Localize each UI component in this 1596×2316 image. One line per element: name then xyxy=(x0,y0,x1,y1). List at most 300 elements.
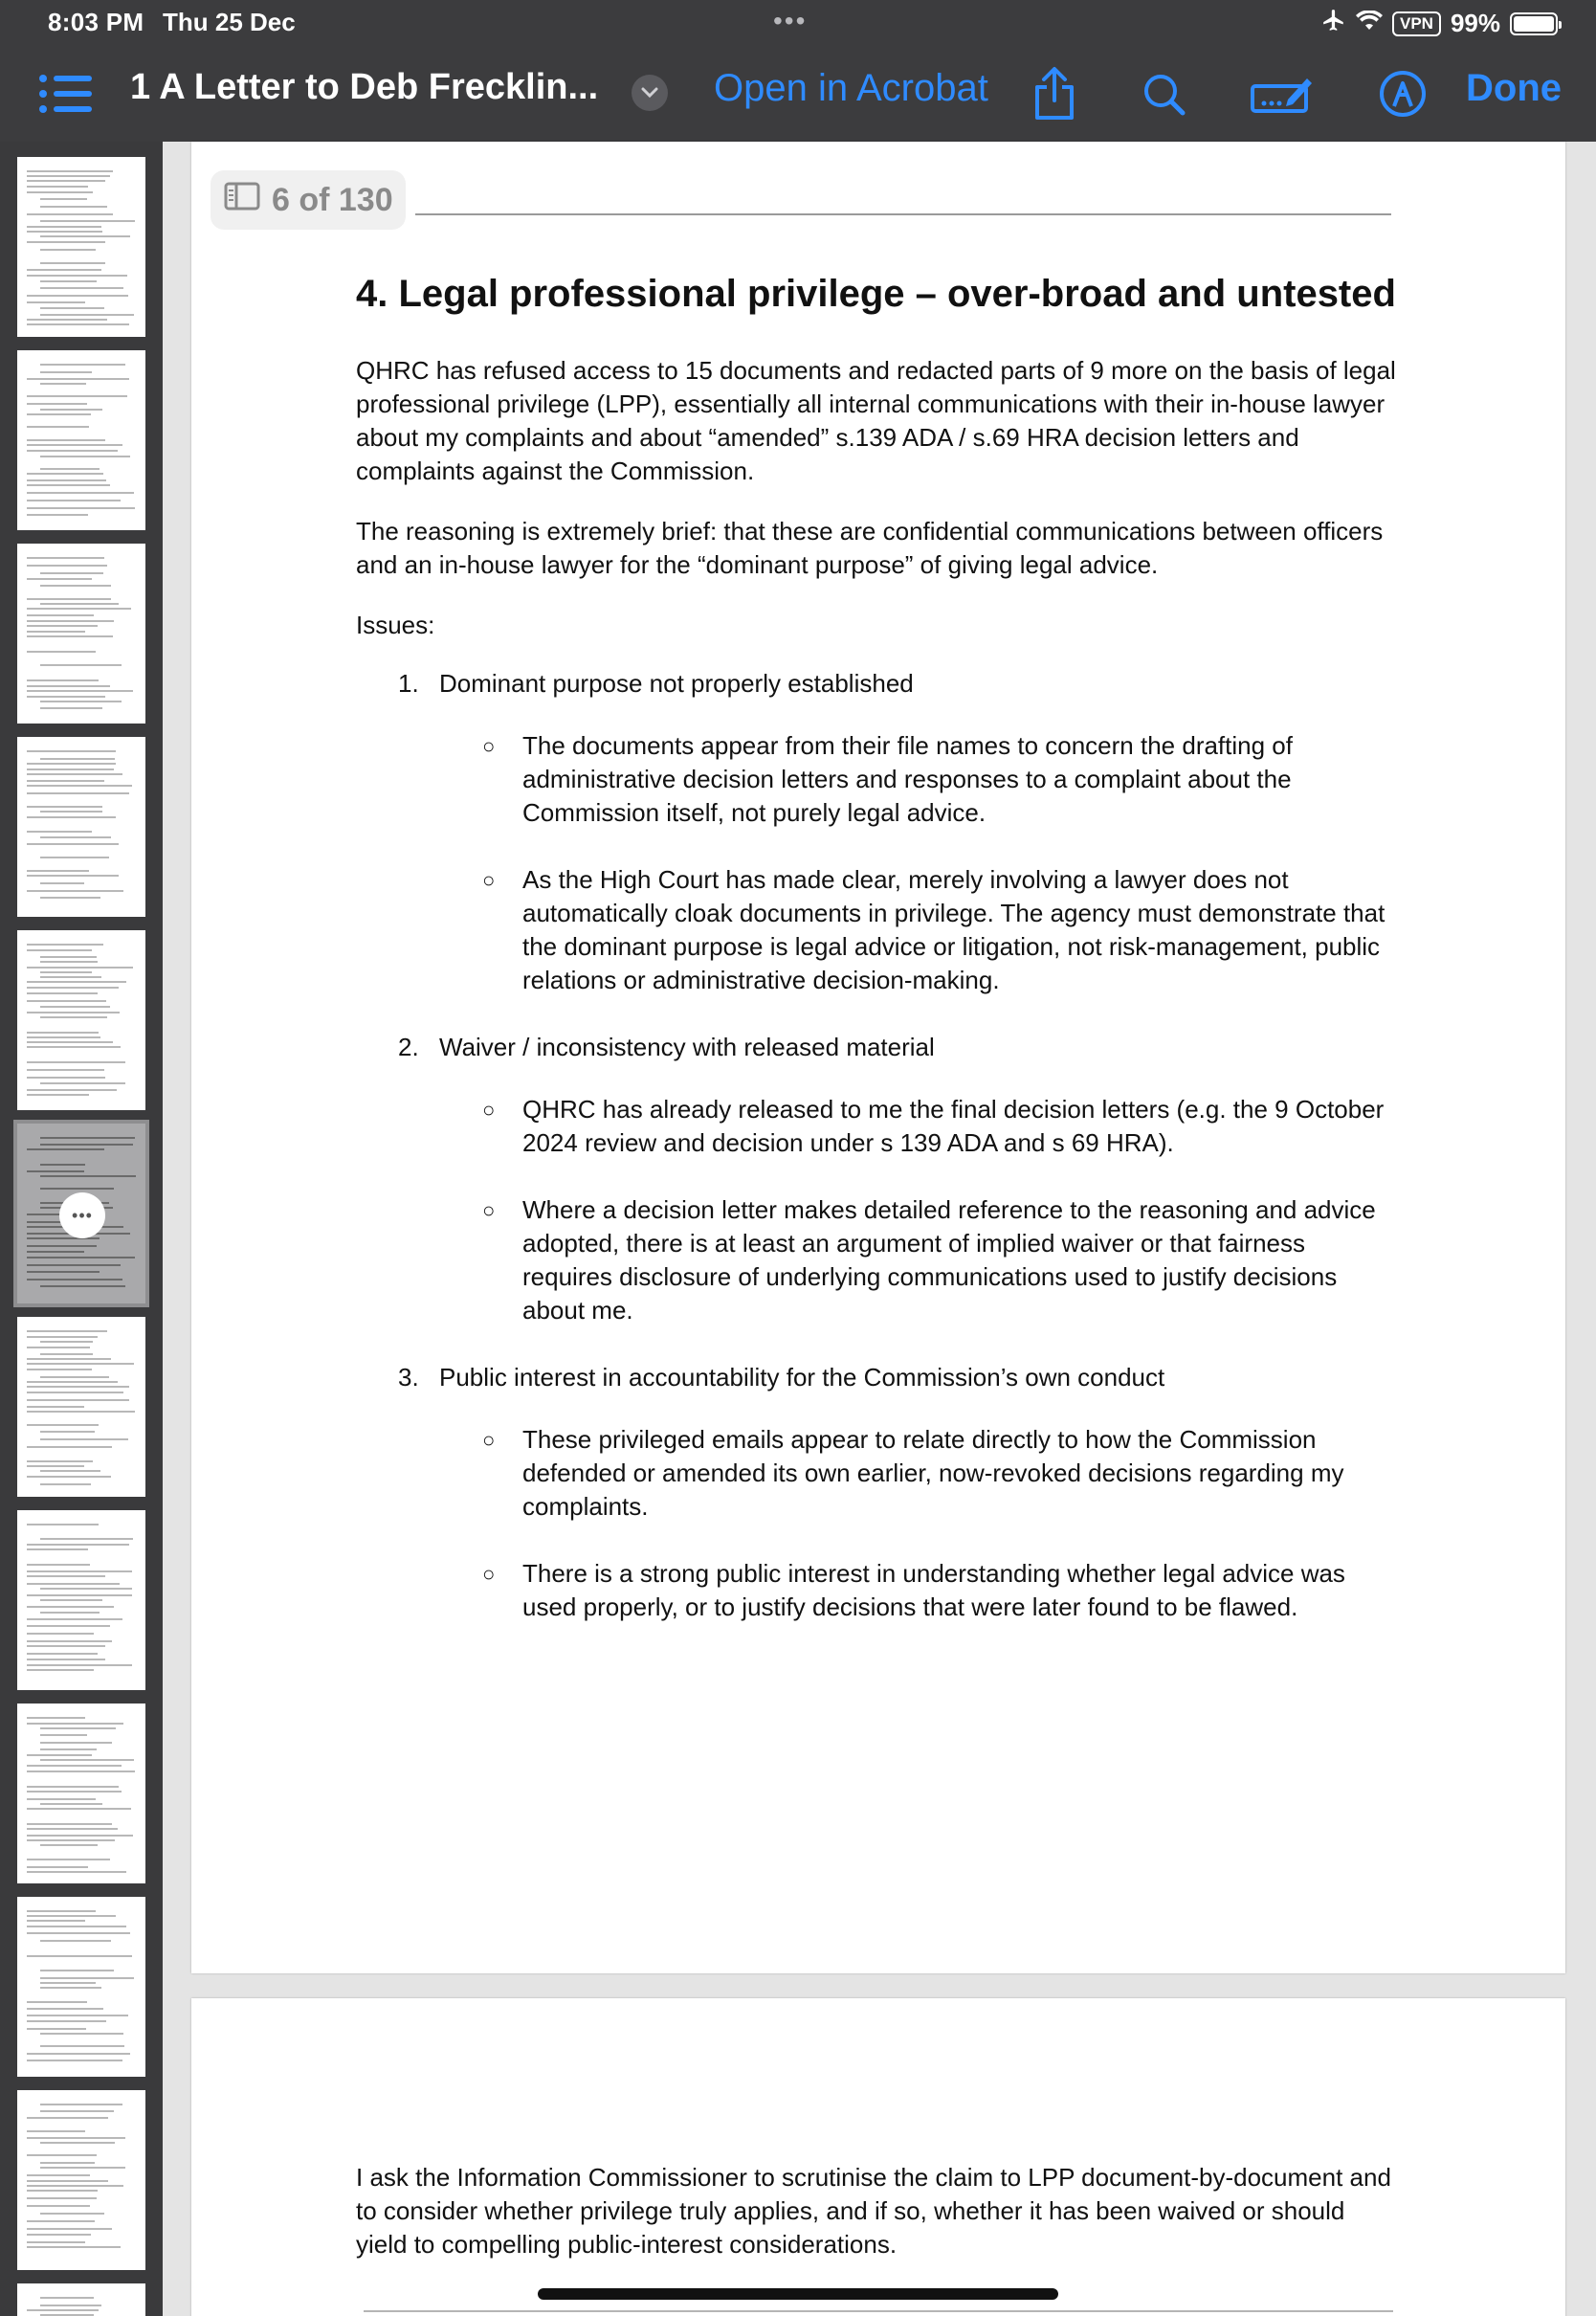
thumbnail-text-line xyxy=(27,1583,120,1585)
header-rule xyxy=(415,213,1391,215)
thumbnail-text-line xyxy=(27,578,92,580)
thumbnail-text-line xyxy=(27,275,127,277)
thumbnail-text-line xyxy=(27,1770,135,1772)
thumbnail-text-line xyxy=(27,2028,86,2030)
thumbnail-text-line xyxy=(27,1406,84,1408)
thumbnail-text-line xyxy=(27,1046,121,1048)
thumbnail-text-line xyxy=(40,1599,102,1601)
thumbnail-text-line xyxy=(40,262,105,264)
thumbnail-text-line xyxy=(27,1664,132,1666)
thumbnail-text-line xyxy=(40,1982,96,1984)
thumbnail-text-line xyxy=(40,664,122,666)
thumbnail-text-line xyxy=(27,557,104,559)
page-thumbnail[interactable] xyxy=(17,1124,145,1303)
thumbnail-text-line xyxy=(40,1987,101,1989)
thumbnail-text-line xyxy=(27,773,122,775)
thumbnail-text-line xyxy=(40,971,92,973)
annotate-tools-icon[interactable] xyxy=(1250,71,1313,119)
thumbnail-text-line xyxy=(40,2033,123,2035)
thumbnail-text-line xyxy=(40,2213,104,2215)
thumbnail-text-line xyxy=(27,1839,115,1841)
thumbnail-text-line xyxy=(40,1803,102,1805)
toolbar xyxy=(0,46,1596,142)
thumbnail-text-line xyxy=(27,479,106,481)
thumbnail-text-line xyxy=(40,572,103,574)
status-date: Thu 25 Dec xyxy=(163,8,296,36)
page-thumbnail[interactable] xyxy=(17,1317,145,1497)
thumbnail-text-line xyxy=(40,1970,114,1971)
thumbnail-text-line xyxy=(40,1844,98,1846)
thumbnail-text-line xyxy=(27,1251,84,1253)
thumbnail-text-line xyxy=(27,949,92,951)
thumbnail-text-line xyxy=(40,811,102,813)
open-in-acrobat-button[interactable]: Open in Acrobat xyxy=(714,67,988,109)
thumbnail-text-line xyxy=(27,625,98,627)
thumbnail-text-line xyxy=(40,1977,134,1979)
bullet-text: There is a strong public interest in understanding whether legal advice was used properly, or to justify decisions that were later found to be flawed. xyxy=(522,1559,1345,1621)
thumbnail-text-line xyxy=(27,1392,123,1393)
thumbnail-text-line xyxy=(27,507,135,509)
thumbnail-text-line xyxy=(27,614,94,616)
thumbnail-text-line xyxy=(27,1460,93,1462)
page-indicator-icon xyxy=(224,182,260,219)
section-heading: 4. Legal professional privilege – over-broad and untested xyxy=(356,273,1396,315)
page-thumbnail[interactable] xyxy=(17,1704,145,1883)
thumbnail-text-line xyxy=(27,1032,99,1034)
bullet-text: These privileged emails appear to relate directly to how the Commission defended or amended its own earlier, now-revoked decisions regarding my complaints. xyxy=(522,1425,1344,1521)
thumbnail-text-line xyxy=(27,2053,130,2055)
thumbnail-text-line xyxy=(40,1082,125,1084)
page-thumbnail[interactable] xyxy=(17,737,145,917)
thumbnail-text-line xyxy=(27,1594,132,1596)
thumbnail-text-line xyxy=(27,780,104,782)
thumbnail-text-line xyxy=(27,875,119,877)
thumbnail-text-line xyxy=(27,1363,134,1365)
thumbnail-text-line xyxy=(27,231,102,233)
thumbnail-text-line xyxy=(40,585,111,587)
thumbnail-text-line xyxy=(40,307,104,309)
thumbnail-text-line xyxy=(27,439,105,441)
thumbnail-text-line xyxy=(27,1041,113,1043)
thumbnail-text-line xyxy=(27,1765,122,1767)
thumbnail-text-line xyxy=(27,1926,126,1927)
thumbnail-text-line xyxy=(27,768,114,770)
thumbnail-text-line xyxy=(27,987,119,989)
thumbnail-text-line xyxy=(27,1564,90,1566)
thumbnail-text-line xyxy=(40,383,86,385)
thumbnail-text-line xyxy=(27,1524,99,1525)
thumbnail-text-line xyxy=(40,1612,100,1614)
thumbnail-more-icon[interactable]: ••• xyxy=(59,1192,105,1238)
thumbnail-text-line xyxy=(40,1175,136,1177)
thumbnail-text-line xyxy=(40,2142,115,2144)
thumbnail-text-line xyxy=(27,565,107,567)
thumbnail-text-line xyxy=(27,484,110,486)
thumbnail-text-line xyxy=(40,206,107,208)
page-thumbnail-sidebar[interactable] xyxy=(0,142,163,2316)
page-thumbnail[interactable] xyxy=(17,157,145,337)
thumbnail-text-line xyxy=(27,1717,85,1719)
thumbnail-text-line xyxy=(27,750,116,752)
thumbnail-text-line xyxy=(27,792,129,794)
thumbnail-text-line xyxy=(40,1144,133,1146)
thumbnail-text-line xyxy=(27,2241,85,2243)
bullet-circle-icon: ○ xyxy=(482,1198,496,1222)
thumbnail-text-line xyxy=(40,1734,87,1736)
thumbnail-text-line xyxy=(40,198,87,200)
thumbnail-text-line xyxy=(27,1089,117,1091)
thumbnail-text-line xyxy=(27,1544,129,1546)
thumbnail-text-line xyxy=(27,1653,98,1655)
bullet-item xyxy=(439,729,1399,830)
chevron-down-icon[interactable] xyxy=(632,75,668,111)
thumbnail-text-line xyxy=(27,1618,122,1620)
status-bar xyxy=(0,0,1596,46)
thumbnail-text-line xyxy=(27,1823,112,1825)
thumbnail-text-line xyxy=(27,967,133,969)
thumbnail-text-line xyxy=(27,1369,92,1370)
page-indicator-label: 6 of 130 xyxy=(272,181,393,218)
bullet-text: As the High Court has made clear, merely involving a lawyer does not automatically cloak documents in privilege. The agency must demonstrate that the dominant purpose is legal advice or litigation, not risk-management, public relations or administrative decision-making. xyxy=(522,865,1385,994)
thumbnail-text-line xyxy=(40,1438,128,1440)
thumbnail-text-line xyxy=(27,301,85,303)
bullet-circle-icon: ○ xyxy=(482,868,496,892)
thumbnail-text-line xyxy=(27,1061,125,1063)
bullet-text: Where a decision letter makes detailed reference to the reasoning and advice adopted, there is at least an argument of implied waiver or that fairness requires disclosure of underlying communications used to justify decisions about me. xyxy=(522,1195,1376,1325)
thumbnail-text-line xyxy=(27,2174,90,2176)
thumbnail-text-line xyxy=(27,1012,120,1013)
thumbnail-text-line xyxy=(27,426,89,428)
thumbnail-text-line xyxy=(40,758,115,760)
thumbnail-text-line xyxy=(27,1381,118,1383)
thumbnail-text-line xyxy=(27,2309,99,2311)
thumbnail-text-line xyxy=(27,1399,129,1401)
thumbnail-text-line xyxy=(40,1538,133,1540)
thumbnail-text-line xyxy=(27,2197,97,2199)
thumbnail-text-line xyxy=(27,1279,122,1280)
thumbnail-text-line xyxy=(27,890,123,892)
page-thumbnail[interactable] xyxy=(17,1897,145,2077)
thumbnail-text-line xyxy=(27,1465,84,1467)
thumbnail-text-line xyxy=(27,180,105,182)
thumbnail-text-line xyxy=(27,403,87,405)
thumbnail-text-line xyxy=(27,1069,104,1071)
thumbnail-text-line xyxy=(27,785,132,787)
thumbnail-text-line xyxy=(27,690,133,692)
thumbnail-text-line xyxy=(40,1940,111,1942)
bullet-item xyxy=(439,863,1399,997)
thumbnail-text-line xyxy=(40,1727,116,1729)
thumbnail-text-line xyxy=(27,1330,107,1332)
airplane-icon xyxy=(1321,8,1346,39)
paragraph: QHRC has refused access to 15 documents and redacted parts of 9 more on the basis of legal professional privilege (LPP), essentially all internal communications with their in-house lawyer about my complaints and about “amended” s.139 ADA / s.69 HRA decision letters and complaints against the Commission. xyxy=(356,356,1396,485)
thumbnail-text-line xyxy=(27,831,92,833)
thumbnail-text-line xyxy=(40,1483,91,1485)
thumbnail-text-line xyxy=(27,2228,112,2230)
thumbnail-text-line xyxy=(40,409,102,411)
thumbnail-text-line xyxy=(27,1659,105,1660)
thumbnail-text-line xyxy=(27,1791,122,1793)
thumbnail-text-line xyxy=(27,2154,97,2156)
thumbnail-text-line xyxy=(27,1548,88,1550)
thumbnail-text-line xyxy=(27,1932,130,1934)
bullet-item xyxy=(439,1193,1399,1327)
status-time: 8:03 PM xyxy=(48,8,144,36)
thumbnail-text-line xyxy=(27,696,105,698)
thumbnail-text-line xyxy=(27,1570,132,1572)
issue-number: 3. xyxy=(398,1363,419,1392)
thumbnail-text-line xyxy=(27,1336,98,1338)
issue-title: Dominant purpose not properly established xyxy=(439,669,914,698)
thumbnail-text-line xyxy=(40,1285,125,1287)
pdf-page-next xyxy=(191,1998,1565,2316)
thumbnail-text-line xyxy=(27,1915,116,1917)
thumbnail-text-line xyxy=(27,1723,123,1725)
page-thumbnail[interactable] xyxy=(17,930,145,1110)
thumbnail-text-line xyxy=(27,450,118,452)
battery-percent: 99% xyxy=(1450,9,1500,37)
thumbnail-text-line xyxy=(40,2305,101,2306)
thumbnail-text-line xyxy=(40,280,97,282)
thumbnail-text-line xyxy=(27,1910,96,1912)
thumbnail-text-line xyxy=(27,870,89,872)
thumbnail-text-line xyxy=(27,191,93,193)
thumbnail-text-line xyxy=(27,323,129,325)
thumbnail-text-line xyxy=(27,806,102,808)
share-icon[interactable] xyxy=(1031,65,1077,122)
issue-title: Public interest in accountability for the Commission’s own conduct xyxy=(439,1363,1165,1392)
thumbnail-text-line xyxy=(40,897,100,899)
thumbnail-text-line xyxy=(40,956,97,958)
thumbnail-text-line xyxy=(40,371,92,373)
thumbnail-text-line xyxy=(27,1000,106,1002)
thumbnail-text-line xyxy=(27,2137,125,2139)
thumbnail-text-line xyxy=(27,1808,131,1810)
thumbnail-text-line xyxy=(40,287,123,289)
thumbnail-text-line xyxy=(27,319,107,321)
thumbnail-text-line xyxy=(40,468,100,470)
battery-level xyxy=(1514,16,1554,32)
multitasking-dots[interactable]: ••• xyxy=(773,6,808,35)
thumbnail-text-line xyxy=(27,514,88,516)
thumbnail-text-line xyxy=(40,2110,114,2112)
thumbnail-text-line xyxy=(27,992,98,994)
thumbnail-text-line xyxy=(27,1798,96,1800)
paragraph: I ask the Information Commissioner to scrutinise the claim to LPP document-by-document and to consider whether privilege truly applies, and if so, whether it has been waived or should yield to compelling public-interest considerations. xyxy=(356,2163,1391,2259)
thumbnail-text-line xyxy=(27,1575,105,1577)
home-indicator[interactable] xyxy=(538,2288,1058,2300)
thumbnail-text-line xyxy=(27,1386,129,1388)
thumbnail-text-line xyxy=(40,961,98,963)
thumbnail-text-line xyxy=(40,1164,85,1166)
page-thumbnail[interactable] xyxy=(17,2283,145,2316)
thumbnail-text-line xyxy=(27,1669,94,1671)
thumbnail-text-line xyxy=(40,976,101,978)
bullet-circle-icon: ○ xyxy=(482,1562,496,1586)
thumbnail-text-line xyxy=(27,1264,121,1266)
thumbnail-text-line xyxy=(27,2008,103,2010)
thumbnail-text-line xyxy=(27,175,110,177)
document-content xyxy=(356,268,1399,1658)
thumbnail-text-line xyxy=(27,620,114,622)
thumbnail-text-line xyxy=(27,1606,114,1608)
done-button[interactable]: Done xyxy=(1466,67,1562,109)
thumbnail-text-line xyxy=(27,413,91,415)
issue-item xyxy=(356,667,1399,997)
wifi-icon xyxy=(1356,9,1383,38)
thumbnail-text-line xyxy=(27,1625,110,1627)
status-right xyxy=(1321,8,1558,39)
thumbnail-text-line xyxy=(40,1742,112,1744)
thumbnail-text-line xyxy=(40,2045,124,2047)
thumbnail-text-line xyxy=(27,944,103,946)
battery-icon xyxy=(1510,12,1558,35)
thumbnail-text-line xyxy=(27,685,110,687)
thumbnail-text-line xyxy=(40,836,111,838)
bullet-circle-icon: ○ xyxy=(482,1428,496,1452)
thumbnail-text-line xyxy=(40,2167,125,2169)
thumbnail-text-line xyxy=(27,2117,108,2119)
bullet-item xyxy=(439,1557,1399,1624)
thumbnail-text-line xyxy=(27,598,111,600)
thumbnail-text-line xyxy=(27,1920,85,1922)
thumbnail-text-line xyxy=(27,1866,88,1868)
thumbnail-text-line xyxy=(27,500,121,501)
thumbnail-text-line xyxy=(27,2246,121,2248)
thumbnail-text-line xyxy=(27,269,101,271)
thumbnail-text-line xyxy=(27,816,116,818)
thumbnail-text-line xyxy=(27,492,134,494)
thumbnail-text-line xyxy=(27,2190,98,2192)
thumbnail-text-line xyxy=(27,186,88,188)
thumbnail-text-line xyxy=(40,1431,95,1433)
thumbnail-text-line xyxy=(40,1006,110,1008)
thumbnail-text-line xyxy=(27,1170,84,1172)
thumbnail-text-line xyxy=(27,2234,91,2236)
thumbnail-text-line xyxy=(27,631,85,633)
thumbnail-text-line xyxy=(27,2001,87,2003)
bullet-text: QHRC has already released to me the final decision letters (e.g. the 9 October 2024 review and decision under s 139 ADA and s 69 HRA). xyxy=(522,1095,1385,1157)
search-icon[interactable] xyxy=(1141,71,1188,119)
issue-title: Waiver / inconsistency with released material xyxy=(439,1033,935,1061)
bullet-text: The documents appear from their file names to concern the drafting of administrative decision letters and responses to a complaint about the Commission itself, not purely legal advice. xyxy=(522,731,1293,827)
thumbnails-list-icon[interactable] xyxy=(38,71,92,117)
thumbnail-text-line xyxy=(40,364,125,366)
paragraph: The reasoning is extremely brief: that these are confidential communications between officers and an in-house lawyer for the “dominant purpose” of giving legal advice. xyxy=(356,517,1384,579)
thumbnail-text-line xyxy=(27,2130,85,2132)
thumbnail-text-line xyxy=(40,1470,100,1472)
thumbnail-text-line xyxy=(27,444,122,446)
thumbnail-text-line xyxy=(27,1871,126,1873)
thumbnail-text-line xyxy=(27,1148,104,1150)
thumbnail-text-line xyxy=(40,1376,109,1378)
thumbnail-text-line xyxy=(40,1759,134,1761)
thumbnail-text-line xyxy=(27,1036,100,1038)
thumbnail-text-line xyxy=(27,1754,92,1756)
thumbnail-text-line xyxy=(40,1748,97,1750)
thumbnail-text-line xyxy=(27,1633,94,1635)
thumbnail-text-line xyxy=(40,603,119,605)
thumbnail-text-line xyxy=(27,1828,118,1830)
thumbnail-text-line xyxy=(27,2220,95,2222)
thumbnail-text-line xyxy=(40,249,96,251)
page-thumbnail[interactable] xyxy=(17,2090,145,2270)
thumbnail-text-line xyxy=(27,1640,112,1642)
thumbnail-text-line xyxy=(27,1424,99,1426)
issue-item xyxy=(356,1031,1399,1327)
document-title[interactable]: 1 A Letter to Deb Frecklin... xyxy=(130,67,599,107)
footer-rule xyxy=(364,2310,1393,2312)
thumbnail-text-line xyxy=(27,226,101,228)
thumbnail-text-line xyxy=(40,2297,94,2299)
thumbnail-text-line xyxy=(27,843,119,845)
thumbnail-text-line xyxy=(40,882,84,884)
thumbnail-text-line xyxy=(40,1588,132,1590)
issues-label: Issues: xyxy=(356,611,435,639)
thumbnail-text-line xyxy=(27,1257,135,1258)
thumbnail-text-line xyxy=(27,2020,106,2022)
thumbnail-text-line xyxy=(40,857,109,858)
thumbnail-text-line xyxy=(27,1245,97,1247)
thumbnail-text-line xyxy=(27,679,99,681)
thumbnail-text-line xyxy=(27,2205,90,2207)
vpn-badge: VPN xyxy=(1392,11,1441,36)
thumbnail-text-line xyxy=(27,2185,123,2187)
issue-item xyxy=(356,1361,1399,1624)
thumbnail-text-line xyxy=(27,213,113,215)
thumbnail-text-line xyxy=(40,1137,135,1139)
thumbnail-text-line xyxy=(27,1859,110,1860)
markup-icon[interactable] xyxy=(1378,69,1428,119)
bullet-item xyxy=(439,1093,1399,1160)
page-thumbnail[interactable] xyxy=(17,544,145,724)
thumbnail-text-line xyxy=(27,763,116,765)
thumbnail-text-line xyxy=(27,1786,119,1788)
thumbnail-text-line xyxy=(27,1347,90,1348)
bullet-circle-icon: ○ xyxy=(482,1098,496,1122)
thumbnail-text-line xyxy=(27,1645,105,1647)
thumbnail-text-line xyxy=(27,981,126,983)
thumbnail-text-line xyxy=(27,1094,89,1096)
thumbnail-text-line xyxy=(27,295,128,297)
thumbnail-text-line xyxy=(27,395,127,397)
page-thumbnail[interactable] xyxy=(17,350,145,530)
thumbnail-text-line xyxy=(40,456,130,457)
thumbnail-text-line xyxy=(40,707,102,709)
thumbnail-text-line xyxy=(27,473,103,475)
bullet-item xyxy=(439,1423,1399,1524)
thumbnail-text-line xyxy=(40,1341,93,1343)
thumbnail-text-line xyxy=(27,2060,122,2061)
thumbnail-text-line xyxy=(27,651,96,653)
thumbnail-text-line xyxy=(40,1188,114,1190)
thumbnail-text-line xyxy=(27,1411,135,1413)
bullet-circle-icon: ○ xyxy=(482,734,496,758)
thumbnail-text-line xyxy=(27,1271,100,1273)
thumbnail-text-line xyxy=(40,1353,93,1355)
thumbnail-text-line xyxy=(27,378,129,380)
thumbnail-text-line xyxy=(27,2015,128,2016)
thumbnail-text-line xyxy=(40,2104,122,2105)
page-thumbnail[interactable] xyxy=(17,1510,145,1690)
page-indicator[interactable] xyxy=(211,170,406,230)
thumbnail-text-line xyxy=(40,235,130,237)
thumbnail-text-line xyxy=(27,1077,105,1079)
thumbnail-text-line xyxy=(40,2162,95,2164)
thumbnail-text-line xyxy=(27,608,131,610)
thumbnail-text-line xyxy=(40,314,134,316)
thumbnail-text-line xyxy=(27,635,113,637)
